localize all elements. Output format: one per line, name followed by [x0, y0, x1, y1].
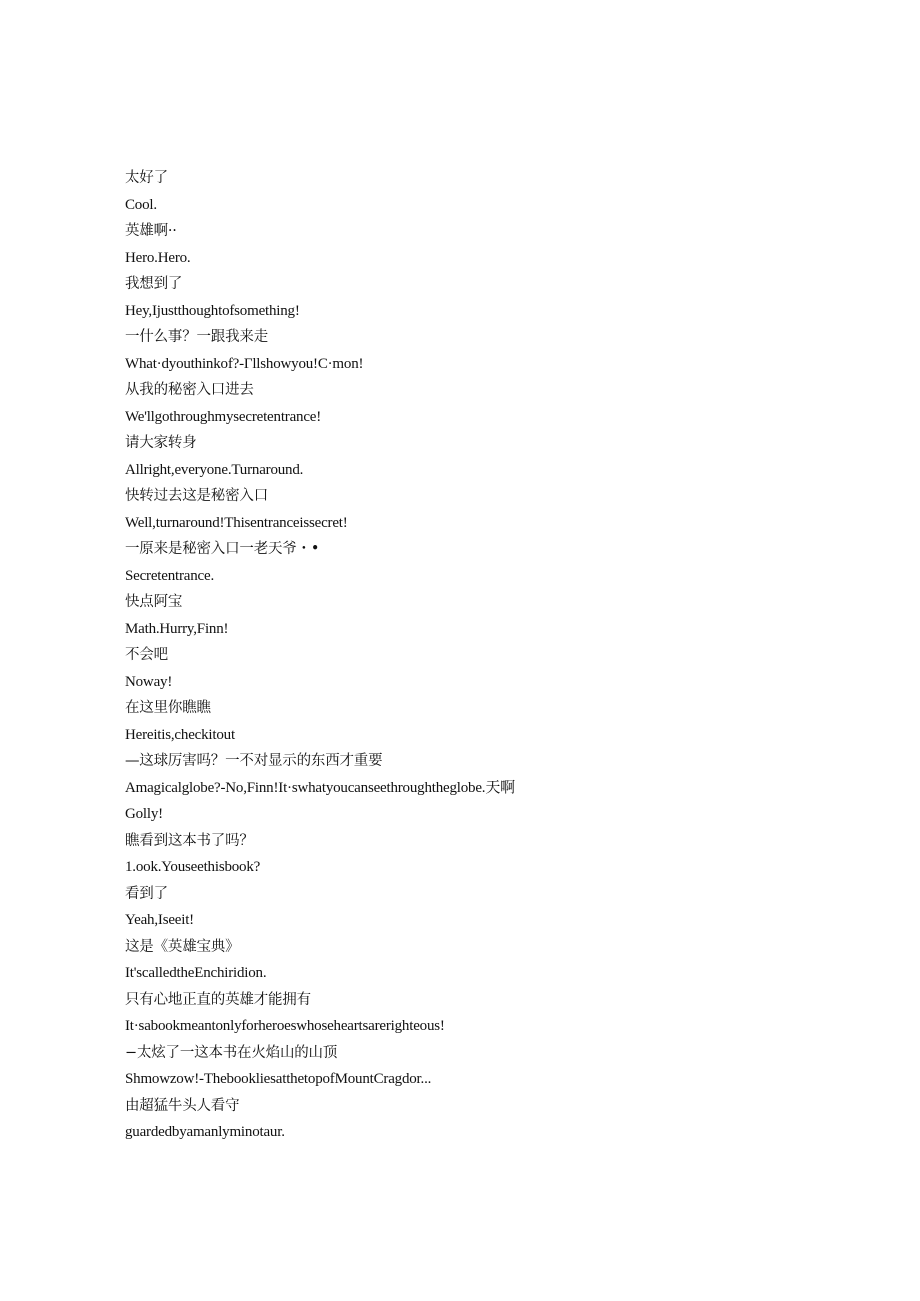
subtitle-line: 一什么事？一跟我来走	[125, 329, 268, 345]
subtitle-transcript	[125, 165, 845, 1146]
subtitle-line: Secretentrance.	[125, 567, 215, 584]
subtitle-line: What·dyouthinkof?-Γllshowyou!C·mon!	[125, 355, 364, 372]
subtitle-line: Amagicalglobe?-No,Finn!It·swhatyoucanseethroughtheglobe.天啊	[125, 779, 515, 796]
subtitle-line: 快转过去这是秘密入口	[125, 488, 268, 504]
subtitle-line: Math.Hurry,Finn!	[125, 620, 229, 637]
subtitle-line: 瞧看到这本书了吗？	[125, 832, 254, 849]
subtitle-line: Hey,Ijustthoughtofsomething!	[125, 302, 300, 319]
subtitle-line: —这球厉害吗？一不对显示的东西才重要	[125, 753, 383, 769]
subtitle-line: 英雄啊··	[125, 223, 177, 239]
subtitle-line: Allright,everyone.Turnaround.	[125, 461, 304, 478]
subtitle-line: Hero.Hero.	[125, 249, 191, 266]
subtitle-line: 由超猛牛头人看守	[125, 1097, 240, 1114]
subtitle-line: 快点阿宝	[125, 594, 183, 610]
subtitle-line: 请大家转身	[125, 435, 197, 451]
subtitle-line: 1.ook.Youseethisbook?	[125, 859, 261, 875]
subtitle-line: 从我的秘密入口进去	[125, 382, 254, 398]
subtitle-line: 太好了	[125, 170, 168, 186]
subtitle-line: 在这里你瞧瞧	[125, 700, 211, 716]
subtitle-line: −太炫了一这本书在火焰山的山顶	[125, 1044, 338, 1061]
subtitle-line: 看到了	[125, 885, 168, 902]
subtitle-line: Shmowzow!-ThebookliesatthetopofMountCragdor...	[125, 1071, 432, 1087]
subtitle-line: 一原来是秘密入口一老天爷・•	[125, 541, 320, 557]
subtitle-line: Golly!	[125, 806, 163, 822]
subtitle-line: It·sabookmeantonlyforheroeswhoseheartsarerighteous!	[125, 1018, 445, 1034]
subtitle-line: 我想到了	[125, 276, 183, 292]
subtitle-line: Yeah,Iseeit!	[125, 912, 194, 928]
subtitle-line: 这是《英雄宝典》	[125, 938, 240, 955]
subtitle-line: It'scalledtheEnchiridion.	[125, 965, 267, 981]
subtitle-line: Well,turnaround!Thisentranceissecret!	[125, 514, 348, 531]
subtitle-line: 不会吧	[125, 647, 168, 663]
subtitle-line: guardedbyamanlyminotaur.	[125, 1124, 285, 1140]
subtitle-line: Noway!	[125, 673, 173, 690]
subtitle-line: 只有心地正直的英雄才能拥有	[125, 991, 311, 1008]
subtitle-line: Hereitis,checkitout	[125, 726, 235, 743]
subtitle-line: We'llgothroughmysecretentrance!	[125, 408, 322, 425]
subtitle-line: Cool.	[125, 196, 157, 213]
